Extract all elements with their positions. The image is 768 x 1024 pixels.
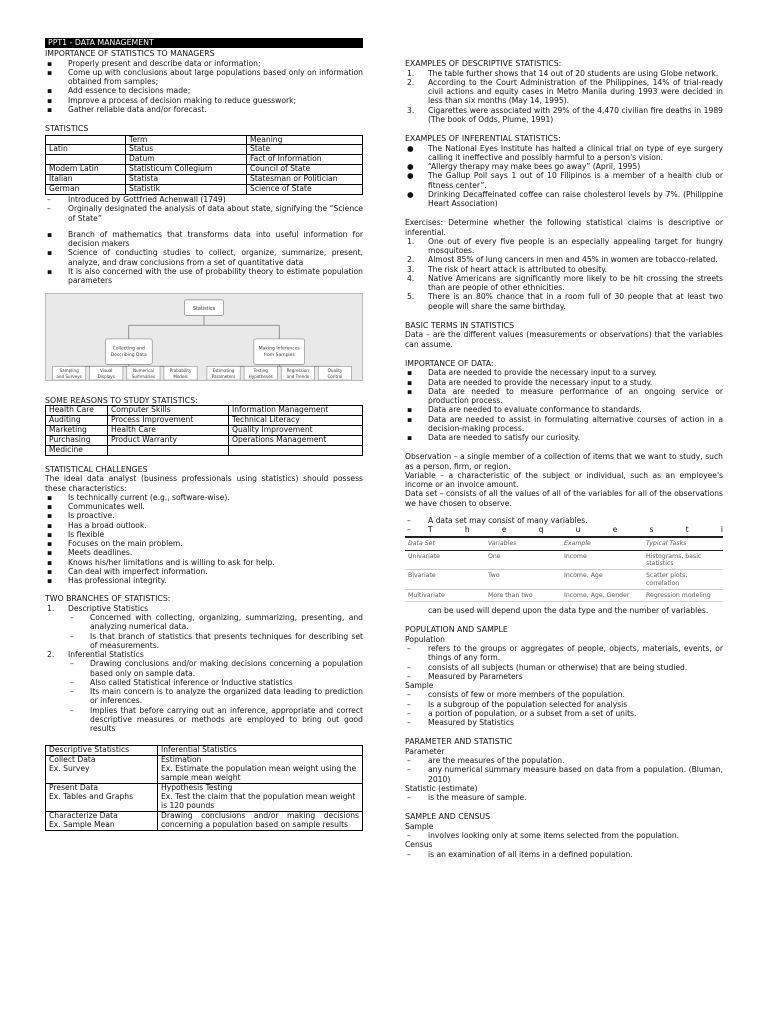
list-item: – is the measure of sample. bbox=[407, 793, 527, 803]
diagram-leaf-3b: Summaries bbox=[131, 374, 155, 380]
table-row: Data Set Variables Example Typical Tasks bbox=[405, 537, 723, 550]
exercise-intro: Exercises: Determine whether the following statistical claims is descriptive or inferential. bbox=[405, 218, 723, 237]
desc-examples-title: EXAMPLES OF DESCRIPTIVE STATISTICS: bbox=[405, 59, 562, 68]
diagram-root-label: Statistics bbox=[192, 306, 216, 313]
diagram-leaf-6a: Testing bbox=[253, 368, 268, 374]
dataset-text: Data set – consists of all the values of all of the variables for all of the observations we have chosen to observe. bbox=[405, 489, 723, 508]
diagram-leaf-7a: Regression bbox=[286, 368, 310, 374]
table-row: Latin Status State bbox=[46, 145, 363, 155]
diagram-leaf-1a: Sampling bbox=[59, 368, 79, 374]
importance-data-title: IMPORTANCE OF DATA: bbox=[405, 358, 494, 368]
population-list bbox=[405, 644, 723, 681]
statistics-bullets bbox=[45, 230, 363, 286]
list-item: ▪ Improve a process of decision making to reduce guesswork; bbox=[47, 95, 297, 105]
statistics-tree-diagram bbox=[45, 293, 363, 381]
parameter-label: Parameter bbox=[405, 746, 445, 756]
list-item: – refers to the groups or aggregates of people, objects, materials, events, or things of any form. bbox=[407, 644, 723, 663]
list-item: – Measured by Parameters bbox=[407, 671, 523, 681]
list-item: ▪ Add essence to decisions made; bbox=[47, 86, 191, 96]
list-item: ▪ Meets deadlines. bbox=[47, 548, 133, 558]
list-item: 1. Descriptive Statistics bbox=[47, 603, 149, 613]
list-item: ▪ Data are needed to measure performance of an ongoing service or production process. bbox=[407, 386, 723, 405]
list-item: ▪ Branch of mathematics that transforms data into useful information for decision makers bbox=[47, 229, 363, 249]
table-row: Italian Statista Statesman or Politician bbox=[46, 175, 363, 185]
table-row: Multivariate More than two Income, Age, Gender Regression modeling bbox=[405, 589, 723, 601]
list-item: – is an examination of all items in a defined population. bbox=[407, 849, 633, 859]
reasons-title: SOME REASONS TO STUDY STATISTICS: bbox=[45, 395, 198, 405]
list-item: – consists of all subjects (human or otherwise) that are being studied. bbox=[407, 662, 688, 672]
list-item: ● “Allergy therapy may make bees go away” (April, 1995) bbox=[407, 162, 641, 171]
table-row: German Statistik Science of State bbox=[46, 185, 363, 195]
list-item: 3. The risk of heart attack is attributed to obesity. bbox=[407, 264, 608, 274]
parameter-title: PARAMETER AND STATISTIC bbox=[405, 737, 513, 747]
exercise-list bbox=[405, 237, 723, 311]
dataset-cont: can be used will depend upon the data type and the number of variables. bbox=[428, 606, 709, 616]
challenges-list bbox=[45, 493, 363, 586]
list-item: – Introduced by Gottfried Achenwall (1749) bbox=[47, 195, 226, 205]
table-row: Descriptive Statistics Inferential Statistics bbox=[46, 746, 363, 756]
list-item: – any numerical summary measure based on data from a population. (Bluman, 2010) bbox=[407, 765, 723, 784]
list-item: – Orginally designated the analysis of data about state, signifying the “Science of State” bbox=[47, 204, 363, 223]
table-row: Marketing Health Care Quality Improvement bbox=[46, 426, 363, 436]
list-item: ● Drinking Decaffeinated coffee can raise cholesterol levels by 7%. (Philippine Heart Association) bbox=[407, 189, 723, 208]
diagram-branch-label-d: from Samples bbox=[263, 353, 295, 359]
diagram-leaf-8b: Control bbox=[327, 374, 343, 380]
table-row: Health Care Computer Skills Information Management bbox=[46, 406, 363, 416]
diagram-leaf-2b: Displays bbox=[97, 374, 115, 380]
list-item: ▪ Is flexible bbox=[47, 529, 105, 539]
table-row: Bivariate Two Income, Age Scatter plots, correlation bbox=[405, 570, 723, 590]
right-column bbox=[405, 59, 723, 859]
list-item: ▪ Has professional integrity. bbox=[47, 576, 167, 586]
table-row: Univariate One Income Histograms, basic statistics bbox=[405, 550, 723, 570]
list-item: – consists of few or more members of the population. bbox=[407, 690, 625, 700]
dataset-dash-2: – T h e q u e s t i bbox=[407, 525, 723, 534]
diagram-leaf-2a: Visual bbox=[100, 368, 113, 374]
list-item: ▪ Data are needed to assist in formulating alternative courses of action in a decision-making process. bbox=[407, 414, 723, 433]
diagram-branch-label-b: Describing Data bbox=[110, 353, 147, 359]
statistics-title: STATISTICS bbox=[45, 124, 89, 133]
list-item: ▪ Communicates well. bbox=[47, 502, 145, 512]
list-item: – are the measures of the population. bbox=[407, 756, 565, 766]
list-item: – a portion of population, or a subset from a set of units. bbox=[407, 708, 637, 718]
diagram-branch-label-c: Making Inferences bbox=[258, 347, 300, 353]
list-item: ▪ Properly present and describe data or information; bbox=[47, 58, 261, 68]
list-item: – Its main concern is to analyze the organized data leading to prediction or inferences. bbox=[70, 687, 363, 706]
list-item: ▪ Data are needed to evaluate conformance to standards. bbox=[407, 405, 642, 415]
parameter-list bbox=[405, 756, 723, 784]
observation-text: Observation – a single member of a collection of items that we want to study, such as a person, firm, or region. bbox=[405, 452, 723, 471]
diagram-leaf-4b: Models bbox=[173, 374, 188, 380]
census-sample-list bbox=[405, 831, 723, 840]
list-item: – Drawing conclusions and/or making decisions concerning a population based only on sample data. bbox=[70, 659, 363, 678]
inf-examples-list bbox=[405, 144, 723, 209]
census-label: Census bbox=[405, 840, 433, 850]
list-item: ● The National Eyes Institute has halted a clinical trial on type of eye surgery calling it ineffective and possibly harmful to a person's vision. bbox=[407, 143, 723, 162]
population-label: Population bbox=[405, 634, 445, 644]
list-item: ▪ Knows his/her limitations and is willing to ask for help. bbox=[47, 557, 275, 567]
list-item: – Measured by Statistics bbox=[407, 718, 514, 728]
list-item: 2. Almost 85% of lung cancers in men and 45% in women are tobacco-related. bbox=[407, 255, 718, 265]
list-item: – Concerned with collecting, organizing, summarizing, presenting, and analyzing numerical data. bbox=[70, 613, 363, 632]
diagram-leaf-1b: and Surveys bbox=[56, 374, 82, 380]
list-item: 4. Native Americans are significantly more likely to be hit crossing the streets than are people of other ethnicities. bbox=[407, 273, 723, 292]
list-item: ● The Gallup Poll says 1 out of 10 Filipinos is a member of a health club or fitness center”. bbox=[407, 171, 723, 190]
branches-list bbox=[45, 604, 363, 734]
list-item: 3. Cigarettes were associated with 29% of the 4,470 civilian fire deaths in 1989 (The book of Odds, Plume, 1991) bbox=[407, 105, 723, 124]
table-row: Characterize Data Ex. Sample Mean Drawing conclusions and/or making decisions concerning a population based on sample results bbox=[46, 812, 363, 831]
diagram-leaf-7b: and Trends bbox=[286, 374, 309, 380]
dataset-types-table bbox=[405, 536, 723, 602]
table-row: Present Data Ex. Tables and Graphs Hypothesis Testing Ex. Test the claim that the population mean weight is 120 pounds bbox=[46, 784, 363, 812]
sample-list bbox=[405, 690, 723, 727]
basic-terms-title: BASIC TERMS IN STATISTICS bbox=[405, 320, 515, 330]
census-sample-label: Sample bbox=[405, 821, 434, 831]
diagram-leaf-5a: Estimating bbox=[212, 368, 235, 374]
list-item: ▪ Science of conducting studies to collect, organize, summarize, present, analyze, and draw conclusions from a set of quantitative data bbox=[47, 248, 363, 267]
desc-examples-list bbox=[405, 69, 723, 125]
challenges-title: STATISTICAL CHALLENGES bbox=[45, 464, 148, 474]
reasons-table bbox=[45, 405, 363, 456]
list-item: ▪ Can deal with imperfect information. bbox=[47, 566, 208, 576]
table-row: Auditing Process Improvement Technical Literacy bbox=[46, 416, 363, 426]
importance-title: IMPORTANCE OF STATISTICS TO MANAGERS bbox=[45, 49, 215, 58]
list-item: – involves looking only at some items selected from the population. bbox=[407, 831, 680, 841]
statistics-notes bbox=[45, 195, 363, 223]
table-row: Collect Data Ex. Survey Estimation Ex. Estimate the population mean weight using the sample mean weight bbox=[46, 756, 363, 784]
inf-examples-title: EXAMPLES OF INFERENTIAL STATISTICS: bbox=[405, 134, 561, 143]
list-item: ▪ Come up with conclusions about large populations based only on information obtained from samples; bbox=[47, 67, 363, 86]
diagram-branch bbox=[105, 339, 152, 364]
statistics-table bbox=[45, 135, 363, 196]
list-item: – Implies that before carrying out an inference, appropriate and correct descriptive measures or methods are employed to bring out good results bbox=[70, 705, 363, 734]
table-row: Term Meaning bbox=[46, 135, 363, 145]
diagram-leaf-4a: Probability bbox=[169, 368, 192, 374]
list-item: ▪ Is technically current (e.g., software-wise). bbox=[47, 492, 230, 502]
challenges-intro: The ideal data analyst (business professionals using statistics) should possess these characteristics: bbox=[45, 474, 363, 493]
sample-label: Sample bbox=[405, 681, 434, 691]
diagram-leaf-6b: Hypotheses bbox=[248, 374, 273, 380]
list-item: – Also called Statistical inference or Inductive statistics bbox=[70, 677, 293, 687]
basic-terms-text: Data – are the different values (measurements or observations) that the variables can assume. bbox=[405, 330, 723, 349]
list-item: 2. According to the Court Administration of the Philippines, 14% of trial-ready civil actions and equity cases in Metro Manila during 1993 were decided in less than six months (May 14, 1995). bbox=[407, 77, 723, 106]
page-header: PPT1 - DATA MANAGEMENT bbox=[45, 38, 363, 48]
diagram-branch bbox=[254, 339, 305, 364]
dataset-dash-1: – A data set may consist of many variables. bbox=[407, 515, 588, 525]
list-item: ▪ Is proactive. bbox=[47, 511, 115, 521]
importance-list bbox=[45, 59, 363, 115]
table-row: Modern Latin Statisticum Collegium Council of State bbox=[46, 165, 363, 175]
list-item: 5. There is an 80% chance that in a room full of 30 people that at least two people will share the same birthday. bbox=[407, 292, 723, 311]
list-item: – Is a subgroup of the population selected for analysis bbox=[407, 699, 628, 709]
list-item: ▪ Data are needed to satisfy our curiosity. bbox=[407, 433, 580, 442]
diagram-root bbox=[184, 300, 223, 316]
table-row: Purchasing Product Warranty Operations Management bbox=[46, 436, 363, 446]
diagram-leaf-8a: Quality bbox=[327, 368, 343, 374]
list-item: ▪ Focuses on the main problem. bbox=[47, 539, 183, 549]
diagram-leaf-5b: Parameters bbox=[211, 374, 236, 380]
list-item: ▪ Has a broad outlook. bbox=[47, 520, 147, 530]
list-item: ▪ Data are needed to provide the necessary input to a survey. bbox=[407, 368, 657, 378]
list-item: 1. The table further shows that 14 out of 20 students are using Globe network. bbox=[407, 68, 719, 78]
list-item: 2. Inferential Statistics bbox=[47, 650, 144, 660]
list-item: ▪ It is also concerned with the use of probability theory to estimate population parameters bbox=[47, 266, 363, 286]
left-column bbox=[45, 38, 363, 831]
list-item: ▪ Data are needed to provide the necessary input to a study. bbox=[407, 377, 653, 387]
table-row: Medicine bbox=[46, 446, 363, 456]
list-item: 1. One out of every five people is an especially appealing target for hungry mosquitoes. bbox=[407, 236, 723, 255]
diagram-leaf-3a: Numerical bbox=[132, 368, 154, 374]
list-item: – Is that branch of statistics that presents techniques for describing set of measurements. bbox=[70, 631, 363, 650]
census-title: SAMPLE AND CENSUS bbox=[405, 812, 491, 822]
variable-text: Variable – a characteristic of the subject or individual, such as an employee's income or an invoice amount. bbox=[405, 470, 723, 489]
statistic-list bbox=[405, 793, 723, 802]
diagram-branch-label-a: Collecting and bbox=[112, 347, 145, 353]
compare-table bbox=[45, 745, 363, 831]
importance-data-list bbox=[405, 368, 723, 442]
list-item: ▪ Gather reliable data and/or forecast. bbox=[47, 104, 207, 114]
branches-title: TWO BRANCHES OF STATISTICS: bbox=[45, 594, 171, 604]
table-row: Datum Fact of Information bbox=[46, 155, 363, 165]
census-list bbox=[405, 850, 723, 859]
statistic-label: Statistic (estimate) bbox=[405, 783, 478, 793]
population-title: POPULATION AND SAMPLE bbox=[405, 625, 508, 635]
